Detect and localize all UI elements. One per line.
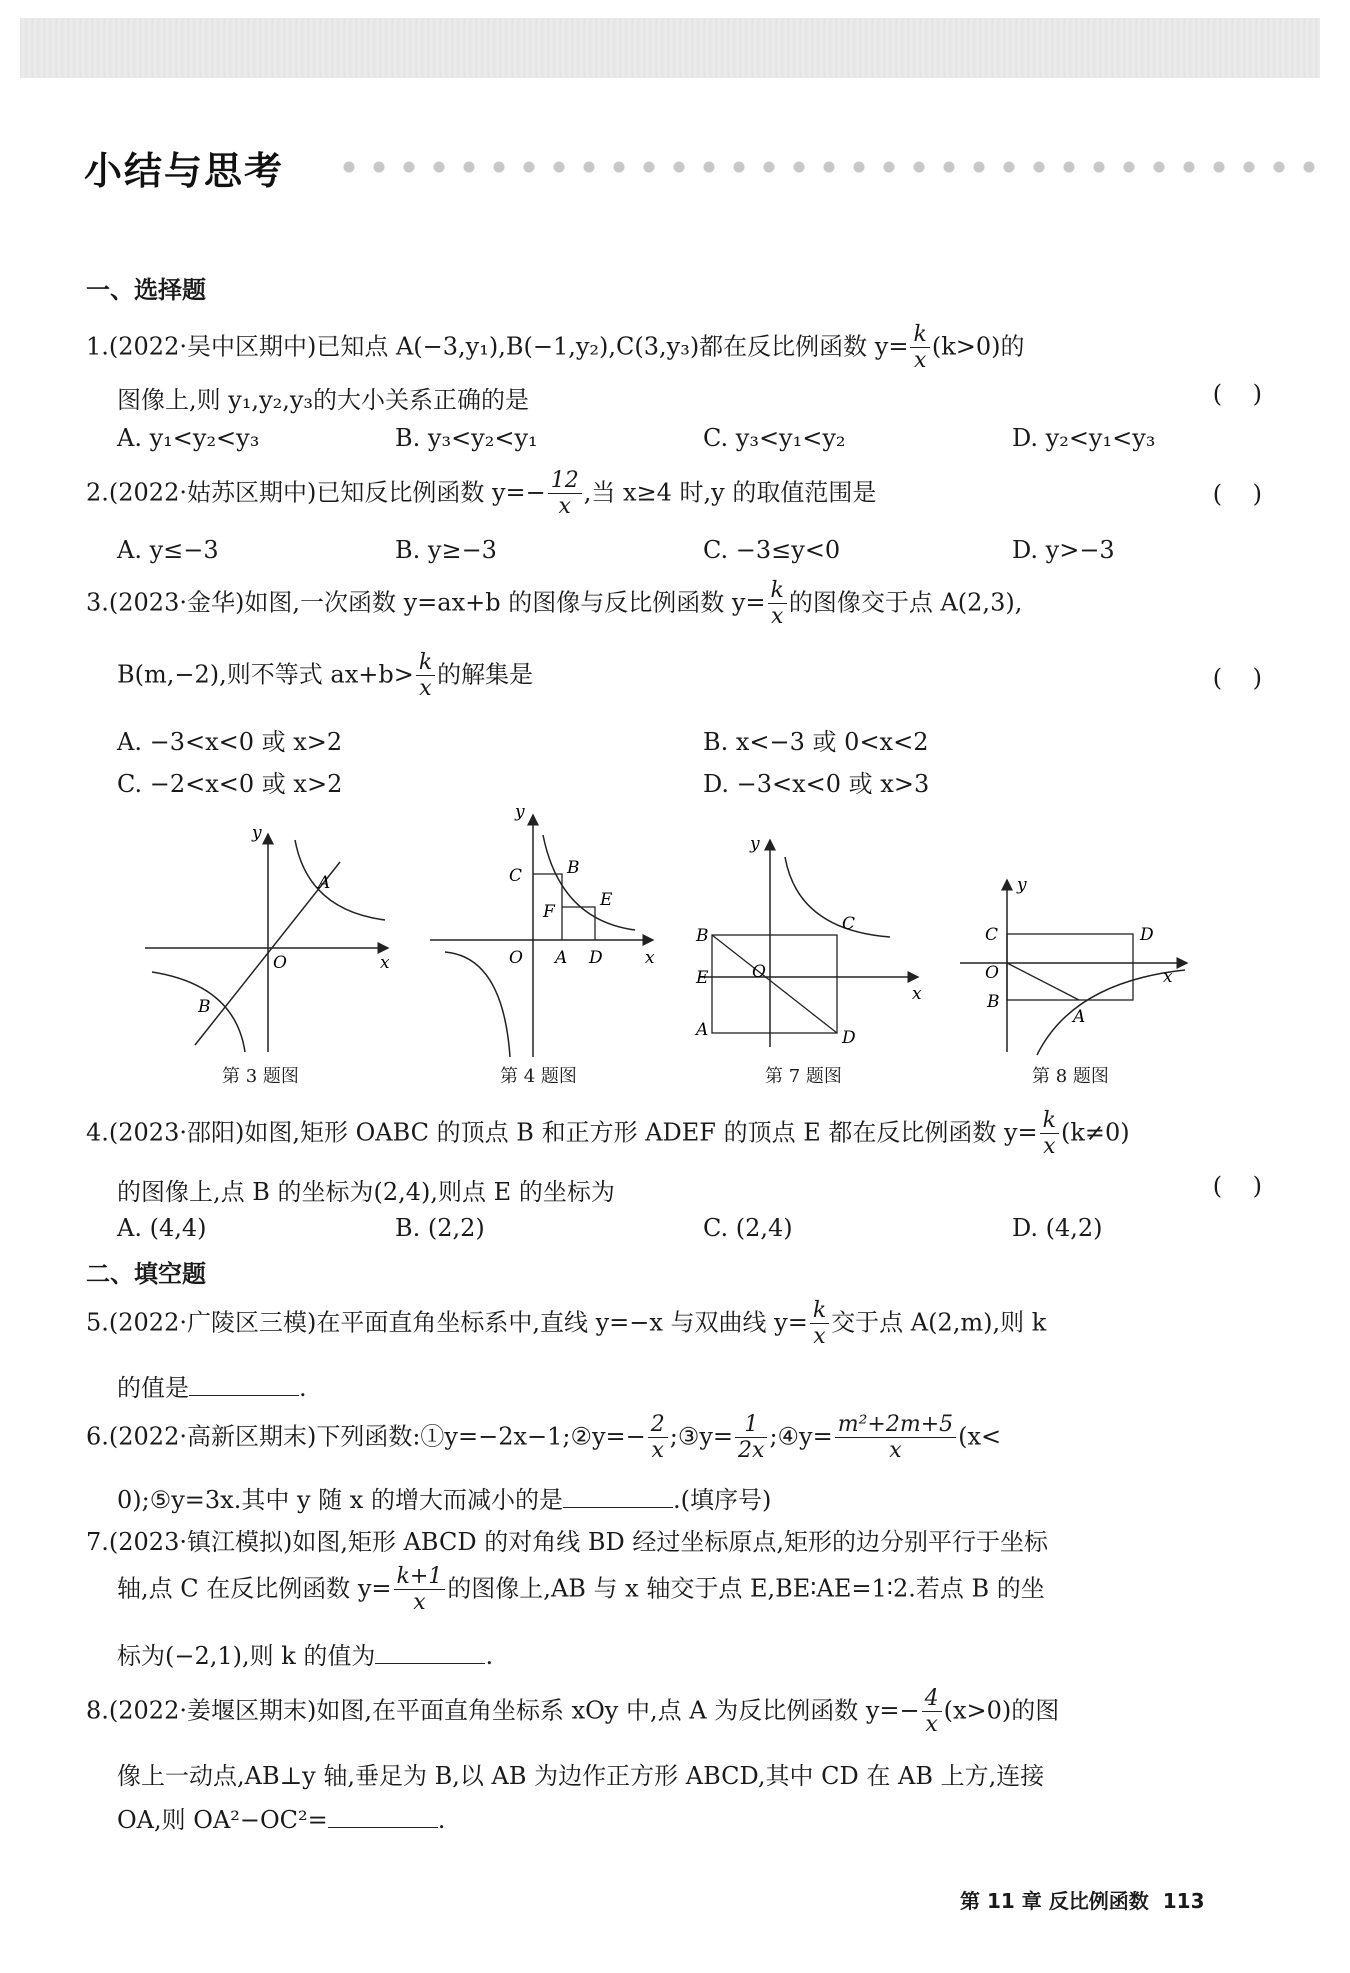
q3-frac-den: x <box>770 604 784 630</box>
page-footer <box>960 1885 1204 1914</box>
q7-frac-num: k+1 <box>394 1564 446 1590</box>
q5-text2: 的值是 <box>117 1374 189 1402</box>
fig8-label-y: y <box>1017 875 1027 895</box>
page-number: 113 <box>1162 1889 1205 1913</box>
q8-text-tail: (x>0)的图 <box>943 1696 1060 1725</box>
q4-answer-paren: ( ) <box>1212 1172 1262 1200</box>
q3-option-d: D. −3<x<0 或 x>3 <box>703 770 930 798</box>
q8-fraction <box>922 1686 942 1738</box>
q3-fraction2 <box>416 650 435 702</box>
q6-f2-num: 1 <box>735 1412 767 1438</box>
q1-frac-num: k <box>910 322 929 348</box>
q2-frac-num: 12 <box>548 468 582 494</box>
q1-frac-den: x <box>913 348 927 374</box>
q1-option-c: C. y₃<y₁<y₂ <box>703 424 846 452</box>
q7-text2: 轴,点 C 在反比例函数 y= <box>117 1574 392 1603</box>
q1-option-b: B. y₃<y₂<y₁ <box>395 424 538 452</box>
q3-text: 3.(2023·金华)如图,一次函数 y=ax+b 的图像与反比例函数 y= <box>86 588 766 617</box>
q8-line2: 像上一动点,AB⊥y 轴,垂足为 B,以 AB 为边作正方形 ABCD,其中 CD 在 AB 上方,连接 <box>117 1762 1045 1790</box>
q2-text-tail: ,当 x≥4 时,y 的取值范围是 <box>583 478 877 507</box>
q6-fraction2 <box>735 1412 767 1464</box>
fig7-label-o: O <box>752 962 766 982</box>
q6-text: 6.(2022·高新区期末)下列函数:①y=−2x−1;②y=− <box>86 1422 646 1451</box>
section-title-choice: 一、选择题 <box>86 276 206 304</box>
q3-frac2-num: k <box>416 650 435 676</box>
q6-f3-num: m²+2m+5 <box>835 1412 956 1438</box>
fig7-label-d: D <box>842 1028 856 1048</box>
fig3-label-a: A <box>318 873 331 893</box>
q5-fraction <box>810 1298 829 1350</box>
q7-answer-blank[interactable] <box>375 1643 485 1664</box>
q4-option-c: C. (2,4) <box>703 1214 793 1242</box>
q3-text-tail: 的图像交于点 A(2,3), <box>788 588 1023 617</box>
q4-option-d: D. (4,2) <box>1012 1214 1103 1242</box>
q1-line1 <box>86 322 1024 374</box>
q5-line1 <box>86 1298 1046 1350</box>
q6-fraction1 <box>648 1412 668 1464</box>
q4-text: 4.(2023·邵阳)如图,矩形 OABC 的顶点 B 和正方形 ADEF 的顶点 E 都在反比例函数 y= <box>86 1118 1038 1147</box>
figure-q3 <box>140 820 400 1060</box>
fig3-label-x: x <box>380 953 390 973</box>
q8-text3-tail: . <box>437 1806 446 1834</box>
figure-q7-caption: 第 7 题图 <box>765 1066 842 1087</box>
q1-fraction <box>910 322 929 374</box>
fig4-label-b: B <box>567 858 580 878</box>
q2-option-d: D. y>−3 <box>1012 536 1115 564</box>
fig4-label-e: E <box>600 890 613 910</box>
q6-text-tail: (x< <box>958 1422 1002 1451</box>
figure-q4-caption: 第 4 题图 <box>500 1066 577 1087</box>
fig3-label-y: y <box>252 823 262 843</box>
fig4-label-y: y <box>515 805 525 822</box>
top-band <box>20 18 1320 78</box>
fig8-label-d: D <box>1140 925 1154 945</box>
fig7-label-x: x <box>912 984 922 1004</box>
q3-frac-num: k <box>768 578 787 604</box>
q5-frac-den: x <box>813 1324 826 1350</box>
fig7-label-a: A <box>696 1020 709 1040</box>
q2-option-b: B. y≥−3 <box>395 536 497 564</box>
q2-answer-paren: ( ) <box>1212 480 1262 508</box>
fig7-label-b: B <box>696 926 709 946</box>
q3-line1 <box>86 578 1022 630</box>
q7-line3 <box>117 1636 493 1671</box>
q5-text-tail: 交于点 A(2,m),则 k <box>831 1308 1047 1337</box>
footer-chapter: 第 11 章 反比例函数 <box>960 1889 1149 1913</box>
q7-text2-tail: 的图像上,AB 与 x 轴交于点 E,BE∶AE=1∶2.若点 B 的坐 <box>447 1574 1045 1603</box>
fig4-label-d: D <box>589 948 603 968</box>
q4-frac-num: k <box>1040 1108 1059 1134</box>
q8-frac-den: x <box>925 1712 938 1738</box>
q6-line2 <box>117 1480 771 1515</box>
q3-line2 <box>117 650 533 702</box>
q5-frac-num: k <box>810 1298 829 1324</box>
q5-text2-tail: . <box>299 1374 307 1402</box>
figure-q4 <box>425 805 665 1065</box>
q2-line1 <box>86 468 876 520</box>
q6-mid1: ;③y= <box>669 1422 734 1451</box>
figure-q3-caption: 第 3 题图 <box>222 1066 299 1087</box>
q1-answer-paren: ( ) <box>1212 380 1262 408</box>
q7-frac-den: x <box>413 1590 426 1616</box>
q1-line2: 图像上,则 y₁,y₂,y₃的大小关系正确的是 <box>117 386 530 414</box>
q3-option-b: B. x<−3 或 0<x<2 <box>703 728 929 756</box>
q8-text: 8.(2022·姜堰区期末)如图,在平面直角坐标系 xOy 中,点 A 为反比例函数 y=− <box>86 1696 920 1725</box>
fig8-label-o: O <box>985 963 999 983</box>
q2-option-a: A. y≤−3 <box>117 536 219 564</box>
q8-frac-num: 4 <box>922 1686 942 1712</box>
q7-fraction <box>394 1564 446 1616</box>
fig8-label-b: B <box>987 992 1000 1012</box>
q6-f3-den: x <box>889 1438 902 1464</box>
q6-f1-num: 2 <box>648 1412 668 1438</box>
fig4-label-x: x <box>645 948 655 968</box>
q4-option-a: A. (4,4) <box>117 1214 207 1242</box>
q3-fraction <box>768 578 787 630</box>
q6-line1 <box>86 1412 1001 1464</box>
fig4-label-o: O <box>509 948 523 968</box>
fig8-label-c: C <box>985 925 999 945</box>
fig7-label-e: E <box>696 968 709 988</box>
q6-text2-tail: .(填序号) <box>672 1486 772 1514</box>
q5-line2 <box>117 1368 307 1403</box>
q8-line3 <box>117 1800 445 1835</box>
q3-option-c: C. −2<x<0 或 x>2 <box>117 770 343 798</box>
q4-frac-den: x <box>1043 1134 1056 1160</box>
q3-frac2-den: x <box>419 676 432 702</box>
q3-option-a: A. −3<x<0 或 x>2 <box>117 728 343 756</box>
q6-text2: 0);⑤y=3x.其中 y 随 x 的增大而减小的是 <box>117 1486 563 1514</box>
q6-f2-den: 2x <box>738 1438 765 1464</box>
q4-option-b: B. (2,2) <box>395 1214 485 1242</box>
q8-line1 <box>86 1686 1059 1738</box>
page-title: 小结与思考 <box>84 149 285 193</box>
figure-q8-caption: 第 8 题图 <box>1032 1066 1109 1087</box>
q3-text2-tail: 的解集是 <box>437 660 534 689</box>
fig3-label-o: O <box>273 953 287 973</box>
fig3-label-b: B <box>198 997 211 1017</box>
fig4-label-a: A <box>555 948 568 968</box>
q3-text2: B(m,−2),则不等式 ax+b> <box>117 660 414 689</box>
figure-q8 <box>955 870 1195 1060</box>
fig4-label-c: C <box>509 866 523 886</box>
section-title-fill: 二、填空题 <box>86 1260 206 1288</box>
q1-text-tail: (k>0)的 <box>931 332 1025 361</box>
q6-mid2: ;④y= <box>769 1422 833 1451</box>
q8-answer-blank[interactable] <box>328 1807 438 1828</box>
q1-option-a: A. y₁<y₂<y₃ <box>117 424 260 452</box>
q1-option-d: D. y₂<y₁<y₃ <box>1012 424 1156 452</box>
q7-line2 <box>117 1564 1045 1616</box>
q7-line1: 7.(2023·镇江模拟)如图,矩形 ABCD 的对角线 BD 经过坐标原点,矩形的边分别平行于坐标 <box>86 1528 1049 1556</box>
q4-line2: 的图像上,点 B 的坐标为(2,4),则点 E 的坐标为 <box>117 1178 615 1206</box>
q8-text3: OA,则 OA²−OC²= <box>117 1806 328 1834</box>
q4-line1 <box>86 1108 1130 1160</box>
q2-frac-den: x <box>558 494 571 520</box>
fig8-label-a: A <box>1073 1007 1086 1027</box>
q2-fraction <box>548 468 582 520</box>
fig4-label-f: F <box>543 902 555 922</box>
q4-fraction <box>1040 1108 1059 1160</box>
title-dots-decoration <box>334 160 1324 174</box>
fig7-label-y: y <box>750 834 760 854</box>
q2-text: 2.(2022·姑苏区期中)已知反比例函数 y=− <box>86 478 546 507</box>
figure-q7 <box>690 825 930 1055</box>
q4-text-tail: (k≠0) <box>1061 1118 1130 1147</box>
q7-text3-tail: . <box>485 1642 494 1670</box>
fig8-label-x: x <box>1163 967 1173 987</box>
fig7-label-c: C <box>842 914 856 934</box>
q3-answer-paren: ( ) <box>1212 664 1262 692</box>
q6-f1-den: x <box>651 1438 664 1464</box>
q6-answer-blank[interactable] <box>563 1487 673 1508</box>
q1-text: 1.(2022·吴中区期中)已知点 A(−3,y₁),B(−1,y₂),C(3,y₃)都在反比例函数 y= <box>86 332 909 361</box>
q7-text3: 标为(−2,1),则 k 的值为 <box>117 1642 376 1670</box>
q5-answer-blank[interactable] <box>189 1375 299 1396</box>
q2-option-c: C. −3≤y<0 <box>703 536 841 564</box>
q5-text: 5.(2022·广陵区三模)在平面直角坐标系中,直线 y=−x 与双曲线 y= <box>86 1308 808 1337</box>
q6-fraction3 <box>835 1412 956 1464</box>
